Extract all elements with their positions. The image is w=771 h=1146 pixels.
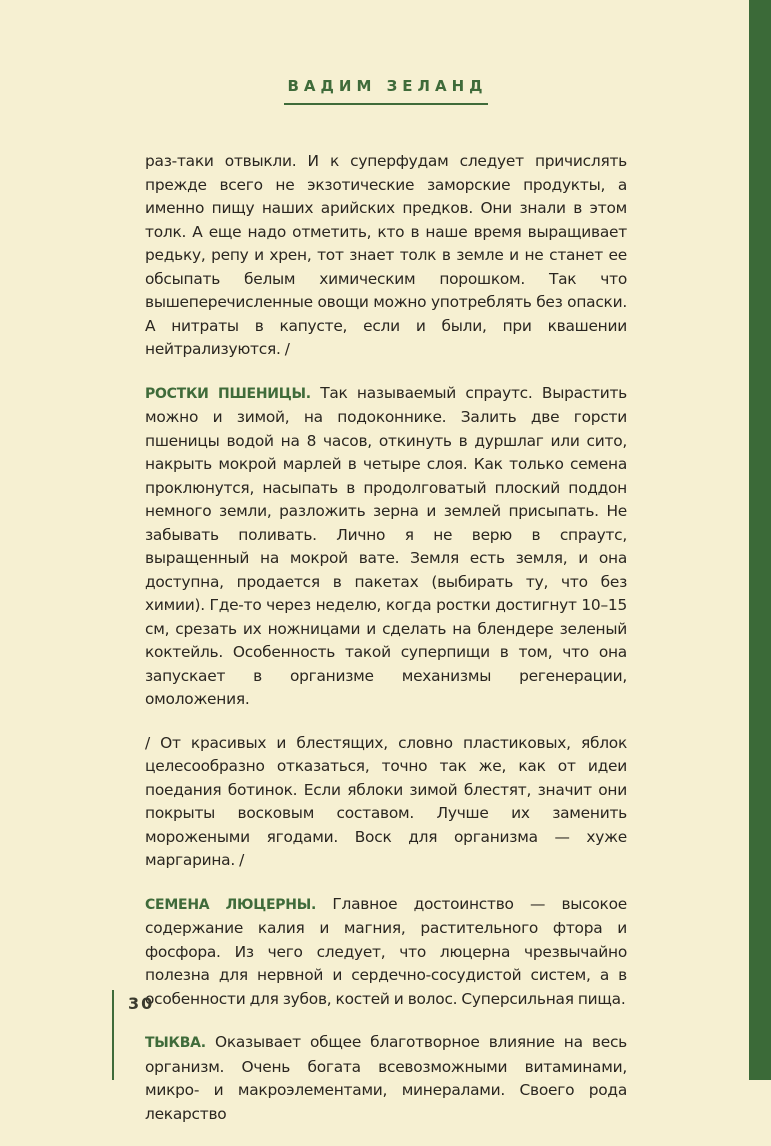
running-header	[0, 76, 771, 105]
paragraph-alfalfa-seeds	[145, 893, 627, 1012]
page-number: 30	[128, 994, 155, 1013]
paragraph	[145, 150, 627, 362]
paragraph-pumpkin	[145, 1031, 627, 1126]
paragraph-text: / От красивых и блестящих, словно пластиковых, яблок целесообразно отказаться, точно так же, как от идеи поедания ботинок. Если яблоки зимой блестят, значит они покрыты восковым составом. Лучше их заменить морожеными ягодами. Воск для организма — хуже маргарина. /	[145, 733, 627, 869]
term-heading: РОСТКИ ПШЕНИЦЫ.	[145, 385, 311, 402]
page-number-rule	[112, 990, 155, 1080]
paragraph-text: Так называемый спраутс. Вырастить можно и зимой, на подоконнике. Залить две горсти пшеницы водой на 8 часов, откинуть в дуршлаг или сито, накрыть мокрой марлей в четыре слоя. Как только семена проклюнутся, насыпать в продолговатый плоский поддон немного земли, разложить зерна и землей присыпать. Не забывать поливать. Лично я не верю в спраутс, выращенный на мокрой вате. Земля есть земля, и она доступна, продается в пакетах (выбирать ту, что без химии). Где-то через неделю, когда ростки достигнут 10–15 см, срезать их ножницами и сделать на блендере зеленый коктейль. Особенность такой суперпищи в том, что она запускает в организме механизмы регенерации, омоложения.	[145, 383, 628, 708]
page-body	[145, 150, 627, 1146]
term-heading: СЕМЕНА ЛЮЦЕРНЫ.	[145, 896, 317, 913]
side-color-stripe	[749, 0, 771, 1080]
paragraph-wheat-sprouts	[145, 382, 627, 712]
paragraph-text: Оказывает общее благотворное влияние на весь организм. Очень богата всевозможными витаминами, микро- и макроэлементами, минералами. Своего рода лекарство	[145, 1033, 627, 1123]
paragraph-apples-note	[145, 732, 627, 873]
term-heading: ТЫКВА.	[145, 1035, 206, 1051]
author-name: ВАДИМ ЗЕЛАНД	[284, 77, 488, 105]
paragraph-text: Главное достоинство — высокое содержание калия и магния, растительного фтора и фосфора. Из чего следует, что люцерна чрезвычайно полезна для нервной и сердечно-сосудистой систем, а в особенности для зубов, костей и волос. Суперсильная пища.	[145, 894, 627, 1008]
paragraph-text: раз-таки отвыкли. И к суперфудам следует причислять прежде всего не экзотические заморские продукты, а именно пищу наших арийских предков. Они знали в этом толк. А еще надо отметить, кто в наше время выращивает редьку, репу и хрен, тот знает толк в земле и не станет ее обсыпать белым химическим порошком. Так что вышеперечисленные овощи можно употреблять без опаски. А нитраты в капусте, если и были, при квашении нейтрализуются. /	[145, 152, 627, 358]
